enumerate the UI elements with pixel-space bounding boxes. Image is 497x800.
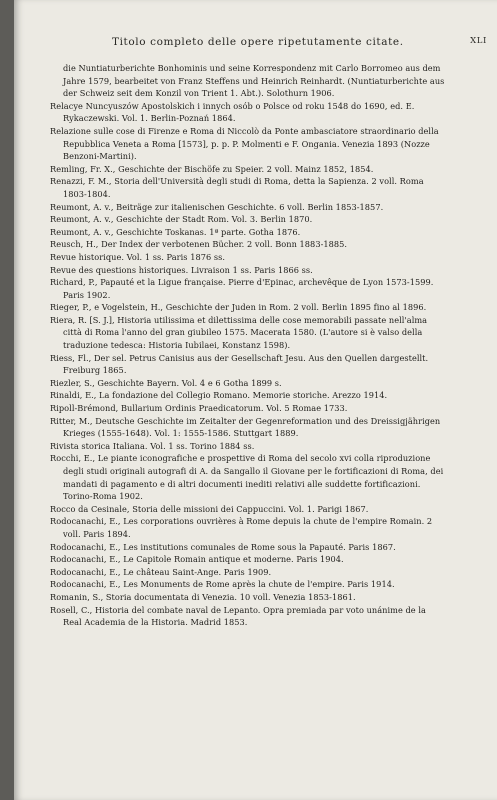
bibliography-entry: Reumont, A. v., Geschichte der Stadt Rom. Vol. 3. Berlin 1870.	[50, 214, 313, 225]
bibliography-entry: Rocchi, E., Le piante iconografiche e prospettive di Roma del secolo xvi colla riproduzione degli studi originali autografi di A. da Sangallo il Giovane per le fortificazioni di Roma, dei mandati di pagamento e di altri documenti inediti relativi alle suddette fortificazioni. Torino-Roma 1902.	[50, 453, 444, 502]
bibliography-entry: Rinaldi, E., La fondazione del Collegio Romano. Memorie storiche. Arezzo 1914.	[50, 390, 388, 401]
bibliography-entry: Rodocanachi, E., Les institutions comunales de Rome sous la Papauté. Paris 1867.	[50, 541, 396, 552]
running-title: Titolo completo delle opere ripetutamente citate.	[112, 36, 404, 48]
bibliography-entry: Riera, R. [S. J.], Historia utilissima et dilettissima delle cose memorabili passate nell'alma città di Roma l'anno del gran giubileo 1575. Macerata 1580. (L'autore si è valso della traduzione tedesca: Historia Iubilaei, Konstanz 1598).	[50, 314, 428, 351]
bibliography-entry: Rosell, C., Historia del combate naval de Lepanto. Opra premiada par voto unánime de la Real Academia de la Historia. Madrid 1853.	[50, 604, 426, 628]
bibliography-list	[14, 62, 497, 629]
bibliography-entry: Richard, P., Papauté et la Ligue française. Pierre d'Epinac, archevêque de Lyon 1573-1599. Paris 1902.	[50, 277, 434, 300]
bibliography-entry: Rodocanachi, E., Le château Saint-Ange. Paris 1909.	[50, 566, 272, 577]
page-number: XLI	[470, 36, 487, 46]
bibliography-entry: Rocco da Cesinale, Storia delle missioni dei Cappuccini. Vol. 1. Parigi 1867.	[50, 503, 369, 514]
bibliography-entry: Renazzi, F. M., Storia dell'Università degli studi di Roma, detta la Sapienza. 2 voll. Roma 1803-1804.	[50, 176, 424, 199]
bibliography-entry: Ripoll-Brémond, Bullarium Ordinis Praedicatorum. Vol. 5 Romae 1733.	[50, 403, 348, 414]
bibliography-entry: Revue des questions historiques. Livraison 1 ss. Paris 1866 ss.	[50, 264, 313, 275]
bibliography-entry: Remling, Fr. X., Geschichte der Bischöfe zu Speier. 2 voll. Mainz 1852, 1854.	[50, 163, 374, 174]
bibliography-entry: Reumont, A. v., Geschichte Toskanas. 1ª parte. Gotha 1876.	[50, 226, 301, 237]
bibliography-entry: Romanin, S., Storia documentata di Venezia. 10 voll. Venezia 1853-1861.	[50, 591, 356, 602]
bibliography-entry: Rodocanachi, E., Les Monuments de Rome après la chute de l'empire. Paris 1914.	[50, 579, 395, 590]
bibliography-entry: Ritter, M., Deutsche Geschichte im Zeitalter der Gegenreformation und des Dreissigjährigen Krieges (1555-1648). Vol. 1: 1555-1586. Stuttgart 1889.	[50, 415, 441, 439]
bibliography-entry: Rodocanachi, E., Le Capitole Romain antique et moderne. Paris 1904.	[50, 554, 344, 565]
bibliography-entry: Relacye Nuncyuszów Apostolskich i innych osób o Polsce od roku 1548 do 1690, ed. E. Rykaczewski. Vol. 1. Berlin-Poznań 1864.	[50, 100, 415, 124]
book-page	[14, 0, 497, 800]
bibliography-entry: Riezler, S., Geschichte Bayern. Vol. 4 e 6 Gotha 1899 s.	[50, 377, 282, 388]
bibliography-entry: Rieger, P., e Vogelstein, H., Geschichte der Juden in Rom. 2 voll. Berlin 1895 fino al 1896.	[50, 302, 427, 313]
bibliography-entry: die Nuntiaturberichte Bonhominis und seine Korrespondenz mit Carlo Borromeo aus dem Jahre 1579, bearbeitet von Franz Steffens und Heinrich Reinhardt. (Nuntiaturberichte aus der Schweiz seit dem Konzil von Trient 1. Abt.). Solothurn 1906.	[63, 63, 445, 99]
bibliography-entry: Relazione sulle cose di Firenze e Roma di Niccolò da Ponte ambasciatore straordinario della Repubblica Veneta a Roma [1573], p. p. P. Molmenti e F. Ongania. Venezia 1893 (Nozze Benzoni-Martini).	[50, 125, 439, 162]
bibliography-entry: Rodocanachi, E., Les corporations ouvrières à Rome depuis la chute de l'empire Romain. 2 voll. Paris 1894.	[50, 516, 433, 539]
bibliography-entry: Reumont, A. v., Beiträge zur italienischen Geschichte. 6 voll. Berlin 1853-1857.	[50, 201, 384, 212]
bibliography-entry: Revue historique. Vol. 1 ss. Paris 1876 ss.	[50, 251, 226, 262]
bibliography-entry: Reusch, H., Der Index der verbotenen Bücher. 2 voll. Bonn 1883-1885.	[50, 239, 348, 250]
bibliography-entry: Riess, Fl., Der sel. Petrus Canisius aus der Gesellschaft Jesu. Aus den Quellen dargestellt. Freiburg 1865.	[50, 352, 429, 376]
bibliography-entry: Rivista storica Italiana. Vol. 1 ss. Torino 1884 ss.	[50, 440, 255, 451]
page-header	[14, 36, 497, 50]
